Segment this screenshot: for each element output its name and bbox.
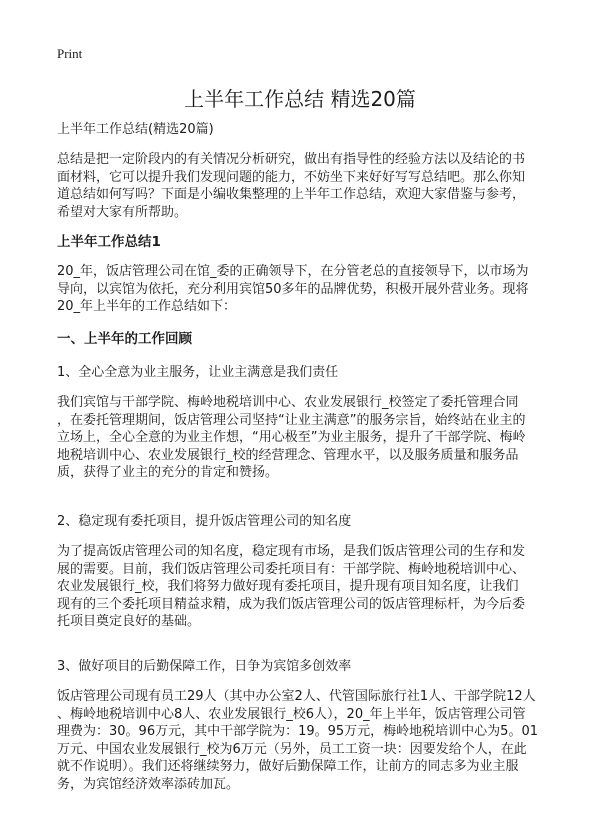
line: 现有的三个委托项目精益求精，成为我们饭店管理公司的饭店管理标杆，为今后委 [57,596,526,612]
item-title-text: 3、做好项目的后勤保障工作，日争为宾馆多创效率 [57,659,352,674]
item2-body [57,543,537,631]
line: 我们宾馆与干部学院、梅岭地税培训中心、农业发展银行_校签定了委托管理合同 [57,395,519,410]
line: 展的需要。目前，我们饭店管理公司委托项目有：干部学院、梅岭地税培训中心、 [57,561,526,577]
print-link[interactable]: Print [57,46,83,61]
line: 立场上，全心全意的为业主作想，“用心极至”为业主服务，提升了干部学院、梅岭 [57,430,526,445]
line: 饭店管理公司现有员工29人（其中办公室2人、代管国际旅行社1人、干部学院12人 [57,689,536,704]
line: 道总结如何写吗？下面是小编收集整理的上半年工作总结，欢迎大家借鉴与参考， [57,187,526,202]
line: ，在委托管理期间，饭店管理公司坚持“让业主满意”的服务宗旨，始终站在业主的 [57,412,526,428]
line: 20_年，饭店管理公司在馆_委的正确领导下，在分管老总的直接领导下，以市场为 [57,264,529,279]
page-title: 上半年工作总结 精选20篇 [184,87,416,111]
heading-text: 上半年工作总结1 [57,234,161,250]
line: 面材料，它可以提升我们发现问题的能力，不妨坐下来好好写写总结吧。那么你知 [57,169,526,185]
item-title-text: 2、稳定现有委托项目，提升饭店管理公司的知名度 [57,514,352,529]
line: 导向，以宾馆为依托，充分利用宾馆50多年的品牌优势，积极开展外营业务。现将 [57,281,529,297]
subtitle [57,121,537,139]
line: 地税培训中心、农业发展银行_校的经营理念、管理水平，以及服务质量和服务品 [57,447,519,463]
heading-text: 一、上半年的工作回顾 [57,331,192,347]
line: 、梅岭地税培训中心8人、农业发展银行_校6人），20_年上半年，饭店管理公司管 [57,706,526,722]
subtitle-text: 上半年工作总结(精选20篇) [57,122,214,137]
line: 托项目奠定良好的基础。 [57,614,201,629]
item2-title [57,513,537,531]
section-heading [57,234,537,252]
part-heading [57,331,537,349]
line: 万元、中国农业发展银行_校为6万元（另外，员工工资一块：因要发给个人，在此 [57,741,527,757]
intro-paragraph [57,151,537,221]
line: 总结是把一定阶段内的有关情况分析研究，做出有指导性的经验方法以及结论的书 [57,152,526,167]
line: 理费为：30。96万元，其中干部学院为：19。95万元，梅岭地税培训中心为5。01 [57,724,538,739]
line: 农业发展银行_校，我们将努力做好现有委托项目，提升现有项目知名度，让我们 [57,579,519,594]
item3-title [57,658,537,676]
item3-body [57,688,537,793]
line: 质，获得了业主的充分的肯定和赞扬。 [57,465,279,480]
item1-title [57,364,537,382]
section-intro-paragraph [57,263,537,316]
line: 就不作说明）。我们还将继续努力，做好后勤保障工作，让前方的同志多为业主服 [57,759,519,774]
line: 希望对大家有所帮助。 [57,204,188,220]
line: 20_年上半年的工作总结如下： [57,299,237,314]
item-title-text: 1、全心全意为业主服务，让业主满意是我们责任 [57,365,339,380]
line: 为了提高饭店管理公司的知名度，稳定现有市场，是我们饭店管理公司的生存和发 [57,544,526,559]
item1-body [57,394,537,482]
line: 务，为宾馆经济效率添砖加瓦。 [57,776,240,792]
